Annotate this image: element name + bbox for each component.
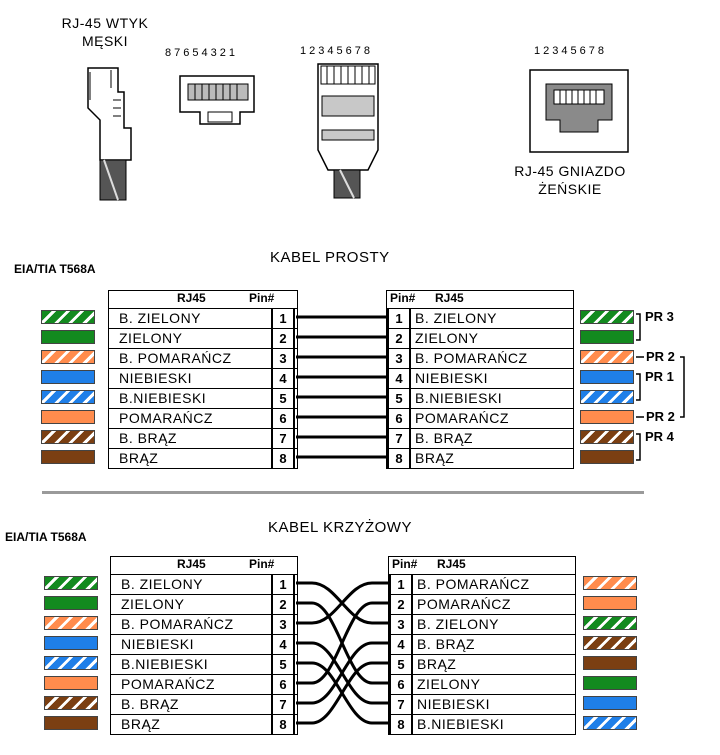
cross-right-color-swatch <box>583 636 637 650</box>
pair-bracket <box>636 434 640 460</box>
straight-right-color-swatch <box>580 370 634 384</box>
cross-left-color-swatch <box>44 676 98 690</box>
straight-right-row <box>387 408 573 428</box>
straight-left-color-swatch <box>41 330 95 344</box>
jack-label-line2: ŻEŃSKIE <box>538 181 602 197</box>
cross-left-wire-name: B. ZIELONY <box>121 576 204 592</box>
straight-standard-label: EIA/TIA T568A <box>14 262 96 276</box>
cross-right-wire-name: B. ZIELONY <box>417 616 500 632</box>
cross-standard-label: EIA/TIA T568A <box>5 530 87 544</box>
cross-left-color-swatch <box>44 696 98 710</box>
straight-right-wire-name: POMARAŃCZ <box>415 410 509 426</box>
pair-label: PR 3 <box>645 309 674 324</box>
cross-right-pin-number: 2 <box>397 597 405 612</box>
cross-left-wire-name: B.NIEBIESKI <box>121 656 209 672</box>
cross-left-row <box>111 594 297 614</box>
straight-left-color-swatch <box>41 450 95 464</box>
straight-right-row <box>387 328 573 348</box>
plug-label <box>50 14 160 50</box>
plug-back-pin-numbers: 87654321 <box>165 47 238 59</box>
plug-front-pin-numbers: 12345678 <box>300 45 373 57</box>
cross-left-row <box>111 714 297 734</box>
straight-right-color-swatch <box>580 330 634 344</box>
cross-right-row <box>389 614 575 634</box>
straight-left-header-pin: Pin# <box>249 291 275 305</box>
straight-left-row <box>109 388 297 408</box>
straight-right-pin-number: 6 <box>395 411 403 426</box>
straight-left-color-swatch <box>41 410 95 424</box>
straight-right-color-swatch <box>580 350 634 364</box>
cross-wire-3-to-1 <box>296 583 390 623</box>
cross-left-pin-number: 6 <box>279 677 287 692</box>
cross-right-header-connector: RJ45 <box>437 557 466 571</box>
cross-right-pin-number: 6 <box>397 677 405 692</box>
straight-right-pin-number: 2 <box>395 331 403 346</box>
cross-wire-8-to-5 <box>296 663 390 723</box>
straight-right-table <box>386 290 574 469</box>
straight-right-pin-number: 1 <box>395 311 403 326</box>
straight-right-color-swatch <box>580 390 634 404</box>
cross-left-pin-number: 5 <box>279 657 287 672</box>
pair-label: PR 1 <box>645 369 674 384</box>
cross-right-pin-number: 7 <box>397 697 405 712</box>
cross-right-color-swatch <box>583 576 637 590</box>
straight-left-pin-number: 2 <box>279 331 287 346</box>
cross-right-pin-number: 5 <box>397 657 405 672</box>
straight-left-wire-name: B. ZIELONY <box>119 310 202 326</box>
cross-right-color-swatch <box>583 656 637 670</box>
cross-right-pin-number: 1 <box>397 577 405 592</box>
plug-side-view-icon <box>88 68 131 200</box>
straight-left-pin-number: 3 <box>279 351 287 366</box>
straight-left-wire-name: BRĄZ <box>119 450 159 466</box>
cross-right-pin-number: 8 <box>397 717 405 732</box>
straight-left-wire-name: POMARAŃCZ <box>119 410 213 426</box>
plug-back-view-icon <box>180 76 254 124</box>
cross-right-wire-name: B.NIEBIESKI <box>417 716 505 732</box>
cross-left-color-swatch <box>44 656 98 670</box>
straight-left-wire-name: ZIELONY <box>119 330 183 346</box>
straight-right-wire-name: BRĄZ <box>415 450 455 466</box>
straight-right-wire-name: B. POMARAŃCZ <box>415 350 528 366</box>
straight-left-pin-number: 8 <box>279 451 287 466</box>
cross-left-color-swatch <box>44 576 98 590</box>
straight-right-row <box>387 448 573 468</box>
pair-label: PR 2 <box>646 349 675 364</box>
cross-right-table <box>388 556 576 735</box>
cross-left-wire-name: B. POMARAŃCZ <box>121 616 234 632</box>
pair-bracket <box>636 374 640 400</box>
cross-right-color-swatch <box>583 716 637 730</box>
straight-left-pin-number: 4 <box>279 371 287 386</box>
cross-left-pin-number: 3 <box>279 617 287 632</box>
cross-left-color-swatch <box>44 596 98 610</box>
cross-right-row <box>389 714 575 734</box>
straight-right-header-connector: RJ45 <box>435 291 464 305</box>
cross-left-row <box>111 574 297 594</box>
cross-right-wire-name: ZIELONY <box>417 676 481 692</box>
straight-right-pin-number: 7 <box>395 431 403 446</box>
cross-right-pin-number: 4 <box>397 637 405 652</box>
straight-left-wire-name: B.NIEBIESKI <box>119 390 207 406</box>
straight-left-row <box>109 448 297 468</box>
cross-right-wire-name: B. BRĄZ <box>417 636 475 652</box>
cross-right-row <box>389 654 575 674</box>
straight-right-row <box>387 368 573 388</box>
jack-pin-numbers: 12345678 <box>534 45 607 57</box>
pair-label: PR 2 <box>646 409 675 424</box>
straight-right-pin-number: 8 <box>395 451 403 466</box>
cross-title: KABEL KRZYŻOWY <box>268 519 412 536</box>
cross-left-row <box>111 674 297 694</box>
cross-right-row <box>389 574 575 594</box>
cross-right-row <box>389 594 575 614</box>
straight-left-row <box>109 408 297 428</box>
cross-right-header-pin: Pin# <box>392 557 418 571</box>
cross-left-color-swatch <box>44 716 98 730</box>
cross-right-row <box>389 694 575 714</box>
cross-right-wire-name: NIEBIESKI <box>417 696 490 712</box>
cross-right-pin-number: 3 <box>397 617 405 632</box>
cross-wire-4-to-7 <box>296 643 390 703</box>
cross-left-wire-name: NIEBIESKI <box>121 636 194 652</box>
cross-left-header-pin: Pin# <box>249 557 275 571</box>
straight-right-row <box>387 348 573 368</box>
straight-left-color-swatch <box>41 350 95 364</box>
cross-right-wire-name: BRĄZ <box>417 656 457 672</box>
cross-right-wire-name: POMARAŃCZ <box>417 596 511 612</box>
cross-right-color-swatch <box>583 596 637 610</box>
cross-right-color-swatch <box>583 696 637 710</box>
plug-label-line1: RJ-45 WTYK <box>61 15 149 31</box>
cross-left-row <box>111 694 297 714</box>
pair-label: PR 4 <box>645 429 674 444</box>
straight-right-header-pin: Pin# <box>390 291 416 305</box>
straight-right-pin-number: 5 <box>395 391 403 406</box>
straight-left-header-connector: RJ45 <box>177 291 206 305</box>
straight-left-color-swatch <box>41 430 95 444</box>
cross-wire-1-to-3 <box>296 583 390 623</box>
straight-left-wire-name: B. BRĄZ <box>119 430 177 446</box>
plug-front-view-icon <box>318 64 378 198</box>
straight-right-color-swatch <box>580 430 634 444</box>
straight-right-color-swatch <box>580 310 634 324</box>
pair-bracket <box>636 314 640 340</box>
straight-right-pin-number: 4 <box>395 371 403 386</box>
jack-label <box>505 162 635 198</box>
straight-right-wire-name: B.NIEBIESKI <box>415 390 503 406</box>
straight-left-color-swatch <box>41 370 95 384</box>
cross-left-row <box>111 654 297 674</box>
cross-left-header-connector: RJ45 <box>177 557 206 571</box>
cross-right-color-swatch <box>583 676 637 690</box>
cross-right-color-swatch <box>583 616 637 630</box>
cross-left-table <box>110 556 298 735</box>
cross-left-wire-name: B. BRĄZ <box>121 696 179 712</box>
straight-right-row <box>387 308 573 328</box>
straight-left-wire-name: B. POMARAŃCZ <box>119 350 232 366</box>
cross-left-pin-number: 1 <box>279 577 287 592</box>
straight-title: KABEL PROSTY <box>270 249 390 266</box>
straight-right-wire-name: B. ZIELONY <box>415 310 498 326</box>
straight-left-row <box>109 328 297 348</box>
straight-right-wire-name: B. BRĄZ <box>415 430 473 446</box>
cross-wire-2-to-6 <box>296 603 390 683</box>
straight-left-color-swatch <box>41 390 95 404</box>
straight-left-color-swatch <box>41 310 95 324</box>
cross-left-row <box>111 614 297 634</box>
cross-right-row <box>389 634 575 654</box>
straight-left-pin-number: 1 <box>279 311 287 326</box>
cross-right-row <box>389 674 575 694</box>
cross-left-pin-number: 8 <box>279 717 287 732</box>
straight-left-row <box>109 368 297 388</box>
straight-left-row <box>109 308 297 328</box>
straight-left-pin-number: 6 <box>279 411 287 426</box>
straight-right-row <box>387 428 573 448</box>
cross-right-wire-name: B. POMARAŃCZ <box>417 576 530 592</box>
straight-left-row <box>109 348 297 368</box>
cross-wire-5-to-8 <box>296 663 390 723</box>
pair-bracket <box>680 357 684 417</box>
cross-left-wire-name: ZIELONY <box>121 596 185 612</box>
plug-label-line2: MĘSKI <box>81 33 129 49</box>
straight-right-color-swatch <box>580 450 634 464</box>
cross-wire-6-to-2 <box>296 603 390 683</box>
straight-right-color-swatch <box>580 410 634 424</box>
cross-left-wire-name: POMARAŃCZ <box>121 676 215 692</box>
section-separator <box>42 491 644 494</box>
cross-wire-7-to-4 <box>296 643 390 703</box>
straight-left-table <box>108 290 298 469</box>
cross-left-color-swatch <box>44 616 98 630</box>
cross-left-pin-number: 7 <box>279 697 287 712</box>
straight-left-wire-name: NIEBIESKI <box>119 370 192 386</box>
straight-left-row <box>109 428 297 448</box>
cross-left-row <box>111 634 297 654</box>
straight-right-row <box>387 388 573 408</box>
cross-left-pin-number: 4 <box>279 637 287 652</box>
straight-right-pin-number: 3 <box>395 351 403 366</box>
straight-left-pin-number: 7 <box>279 431 287 446</box>
jack-front-view-icon <box>530 70 628 152</box>
straight-left-pin-number: 5 <box>279 391 287 406</box>
cross-left-pin-number: 2 <box>279 597 287 612</box>
jack-label-line1: RJ-45 GNIAZDO <box>514 163 626 179</box>
straight-right-wire-name: NIEBIESKI <box>415 370 488 386</box>
straight-right-wire-name: ZIELONY <box>415 330 479 346</box>
cross-left-wire-name: BRĄZ <box>121 716 161 732</box>
cross-left-color-swatch <box>44 636 98 650</box>
